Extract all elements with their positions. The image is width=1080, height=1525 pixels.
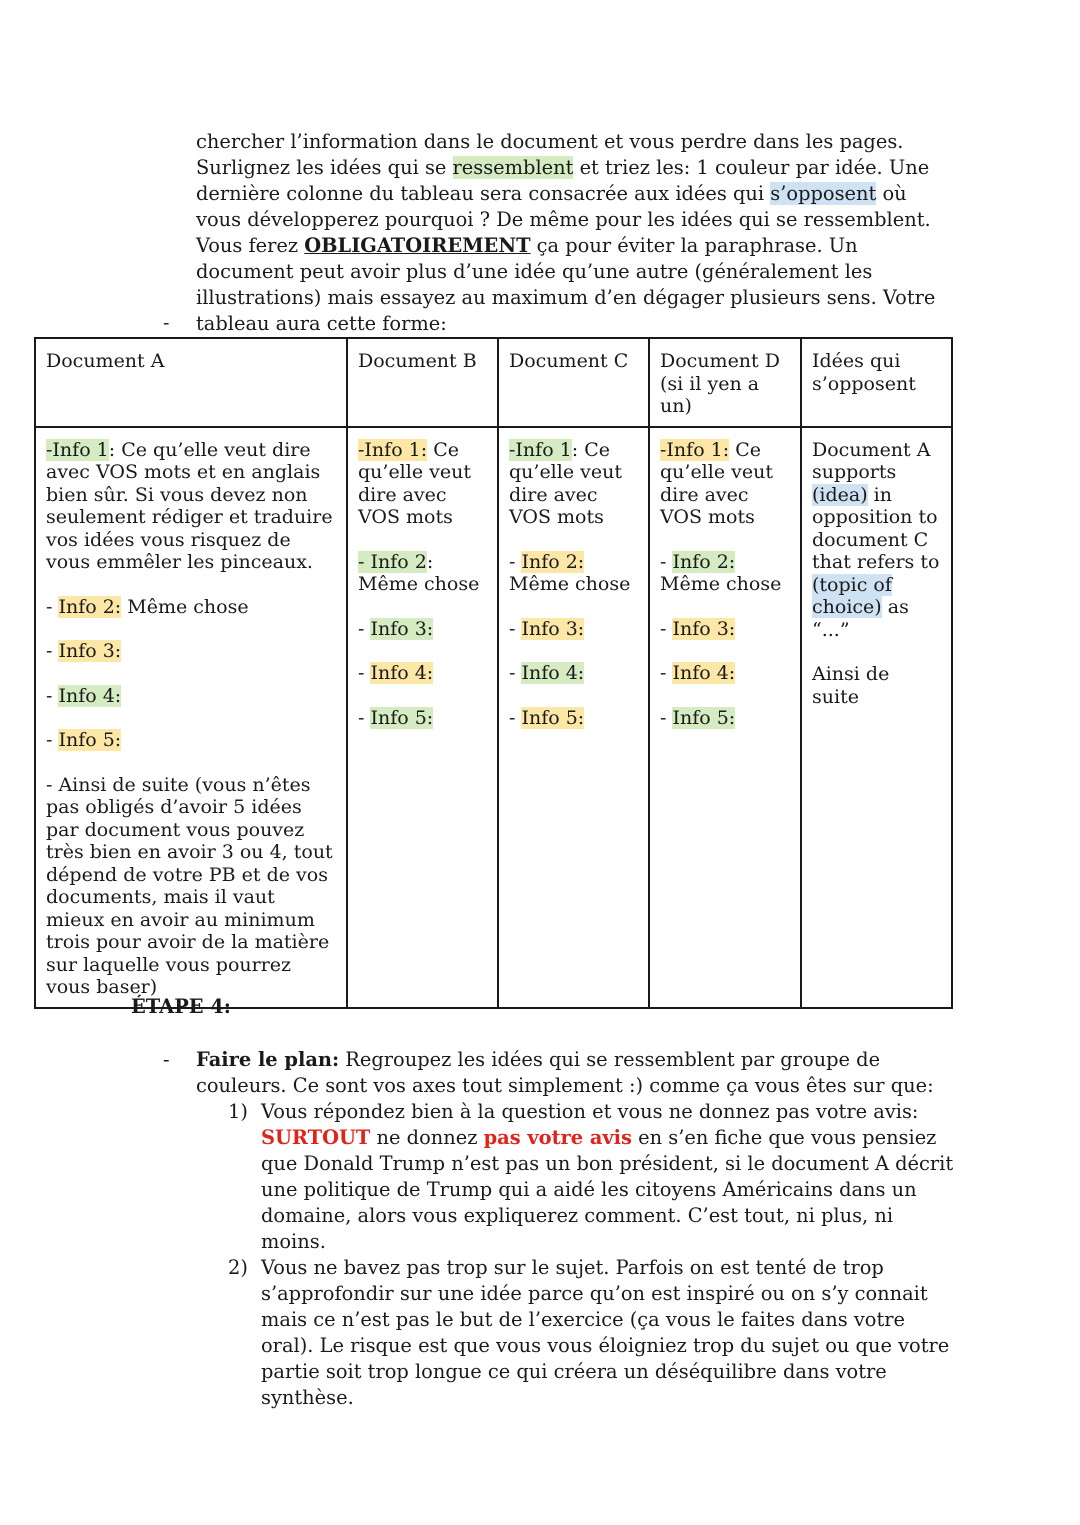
- info-label: Info 3:: [672, 617, 736, 640]
- emphasis-obligatoirement: OBLIGATOIREMENT: [304, 234, 531, 257]
- info-4: [509, 662, 639, 685]
- intro-seg: où vous développerez pourquoi ? De même pour les idées qui se ressemblent. Vous ferez: [196, 182, 931, 257]
- info-2: [358, 551, 488, 596]
- info-dash: -: [358, 662, 371, 684]
- info-3: [509, 618, 639, 641]
- info-label: Info 5:: [58, 729, 122, 751]
- info-5: [509, 707, 639, 730]
- info-label: Info 4:: [58, 684, 122, 707]
- info-2: [46, 596, 337, 619]
- info-1: [46, 439, 337, 574]
- info-3: [358, 618, 488, 641]
- info-label: Info 2:: [521, 550, 585, 573]
- info-text: : Ce qu’elle veut dire avec VOS mots: [509, 438, 622, 528]
- info-dash: -: [358, 617, 371, 640]
- info-text: Ce qu’elle veut dire avec VOS mots: [660, 438, 773, 528]
- info-2: [509, 551, 639, 596]
- opp-text: in opposition to document C that refers to: [812, 483, 940, 573]
- list-item: [196, 1099, 956, 1255]
- opposition-explanation: [812, 439, 942, 642]
- info-4: [660, 662, 791, 685]
- header-document-d: Document D (si il yen a un): [649, 338, 801, 427]
- info-label: -Info 1: [509, 438, 572, 461]
- opp-text: as “...”: [812, 596, 909, 641]
- info-text: : Ce qu’elle veut dire avec VOS mots et en anglais bien sûr. Si vous devez non seulement rédiger et traduire vos idées vous risquez de vous emmêler les pinceaux.: [46, 438, 333, 573]
- documents-table: [34, 337, 953, 1009]
- plan-title: Faire le plan:: [196, 1048, 340, 1071]
- cell-document-b: [347, 427, 498, 1008]
- info-dash: -: [358, 706, 371, 729]
- cell-document-c: [498, 427, 649, 1008]
- info-dash: -: [660, 662, 673, 684]
- info-4: [46, 685, 337, 708]
- list-item: [196, 1255, 956, 1411]
- info-text: : Même chose: [358, 550, 480, 595]
- info-dash: -: [46, 640, 59, 662]
- emphasis-surtout: SURTOUT: [261, 1126, 371, 1149]
- info-label: Info 4:: [521, 662, 585, 684]
- info-text: Même chose: [509, 573, 631, 595]
- emphasis-pas-votre-avis: pas votre avis: [483, 1126, 632, 1149]
- item-text: Vous répondez bien à la question et vous ne donnez pas votre avis:: [261, 1100, 919, 1123]
- info-label: Info 3:: [370, 617, 434, 640]
- info-5: [660, 707, 791, 730]
- item-text: en s’en fiche que vous pensiez que Donald Trump n’est pas un bon président, si le document A décrit une politique de Trump qui a aidé les citoyens Américains dans un domaine, alors vous expliquerez comment. C’est tout, ni plus, ni moins.: [261, 1126, 954, 1253]
- highlight-ressemblent: ressemblent: [452, 156, 574, 179]
- info-label: Info 4:: [370, 662, 434, 684]
- info-label: Info 2: [370, 550, 427, 573]
- bullet-dash: -: [163, 1048, 170, 1071]
- intro-seg: ça pour éviter la paraphrase. Un document peut avoir plus d’une idée qu’une autre (généralement les illustrations) mais essayez au maximum d’en dégager plusieurs sens. Votre tableau aura cette forme:: [196, 234, 936, 335]
- info-5: [358, 707, 488, 730]
- highlight-sopposent: s’opposent: [770, 182, 877, 205]
- plan-points: [196, 1099, 956, 1411]
- plan-intro-text: Regroupez les idées qui se ressemblent par groupe de couleurs. Ce sont vos axes tout simplement :) comme ça vous êtes sur que:: [196, 1048, 934, 1097]
- table-row: [35, 427, 952, 1008]
- opp-topic-highlight: (topic of choice): [812, 573, 892, 618]
- info-dash: -: [509, 706, 522, 729]
- info-dash: -: [509, 662, 522, 684]
- info-2: [660, 551, 791, 596]
- info-label: Info 2:: [672, 550, 736, 573]
- info-dash: -: [46, 729, 59, 751]
- ainsi-de-suite-note: - Ainsi de suite (vous n’êtes pas obligés d’avoir 5 idées par document vous pouvez très bien en avoir 3 ou 4, tout dépend de votre PB et de vos documents, mais il vaut mieux en avoir au minimum trois pour avoir de la matière sur laquelle vous pourrez vous baser): [46, 773, 333, 998]
- info-label: Info 3:: [58, 640, 122, 662]
- header-idees-opposent: Idées qui s’opposent: [801, 338, 952, 427]
- item-number: 1): [228, 1100, 248, 1123]
- info-label: -Info 1:: [358, 438, 428, 461]
- info-text: Même chose: [660, 573, 782, 595]
- step-heading: ÉTAPE 4:: [131, 995, 231, 1018]
- cell-idees-opposent: [801, 427, 952, 1008]
- info-dash: -: [358, 550, 371, 573]
- info-label: -Info 1: [46, 438, 109, 461]
- info-text: Même chose: [121, 595, 249, 618]
- header-document-b: Document B: [347, 338, 498, 427]
- info-dash: -: [660, 550, 673, 573]
- plan-section: [196, 1047, 956, 1411]
- info-1: [660, 439, 791, 529]
- info-1: [509, 439, 639, 529]
- info-4: [358, 662, 488, 685]
- info-1: [358, 439, 488, 529]
- intro-paragraph: [196, 129, 956, 337]
- info-label: Info 5:: [370, 706, 434, 729]
- intro-seg: chercher l’information dans le document et vous perdre dans les pages. Surlignez les idées qui se: [196, 130, 904, 179]
- info-dash: -: [660, 706, 673, 729]
- info-dash: -: [509, 617, 522, 640]
- header-document-a: Document A: [35, 338, 347, 427]
- cell-document-d: [649, 427, 801, 1008]
- info-3: [46, 640, 337, 663]
- info-5: [46, 729, 337, 752]
- info-label: Info 2:: [58, 595, 122, 618]
- plan-intro: [196, 1047, 956, 1099]
- bullet-dash: -: [163, 312, 170, 334]
- info-dash: -: [46, 684, 59, 707]
- opp-idea-highlight: (idea): [812, 483, 868, 506]
- info-3: [660, 618, 791, 641]
- info-text: Ce qu’elle veut dire avec VOS mots: [358, 438, 471, 528]
- header-document-c: Document C: [498, 338, 649, 427]
- ainsi-de-suite: Ainsi de suite: [812, 663, 890, 708]
- info-dash: -: [46, 595, 59, 618]
- item-text: ne donnez: [370, 1126, 484, 1149]
- info-label: Info 5:: [672, 706, 736, 729]
- table-header-row: [35, 338, 952, 427]
- info-label: Info 4:: [672, 662, 736, 684]
- info-label: Info 5:: [521, 706, 585, 729]
- info-label: Info 3:: [521, 617, 585, 640]
- info-dash: -: [660, 617, 673, 640]
- item-number: 2): [228, 1256, 248, 1279]
- cell-document-a: [35, 427, 347, 1008]
- intro-text: [196, 129, 956, 337]
- info-dash: -: [509, 550, 522, 573]
- item-text: Vous ne bavez pas trop sur le sujet. Parfois on est tenté de trop s’approfondir sur une idée parce qu’on est inspiré ou on s’y connait mais ce n’est pas le but de l’exercice (ça vous le faites dans votre oral). Le risque est que vous vous éloigniez trop du sujet ou que votre partie soit trop longue ce qui créera un déséquilibre dans votre synthèse.: [261, 1256, 950, 1409]
- info-label: -Info 1:: [660, 438, 730, 461]
- opp-text: Document A supports: [812, 438, 931, 483]
- intro-seg: et triez les: 1 couleur par idée. Une dernière colonne du tableau sera consacrée aux idées qui: [196, 156, 930, 205]
